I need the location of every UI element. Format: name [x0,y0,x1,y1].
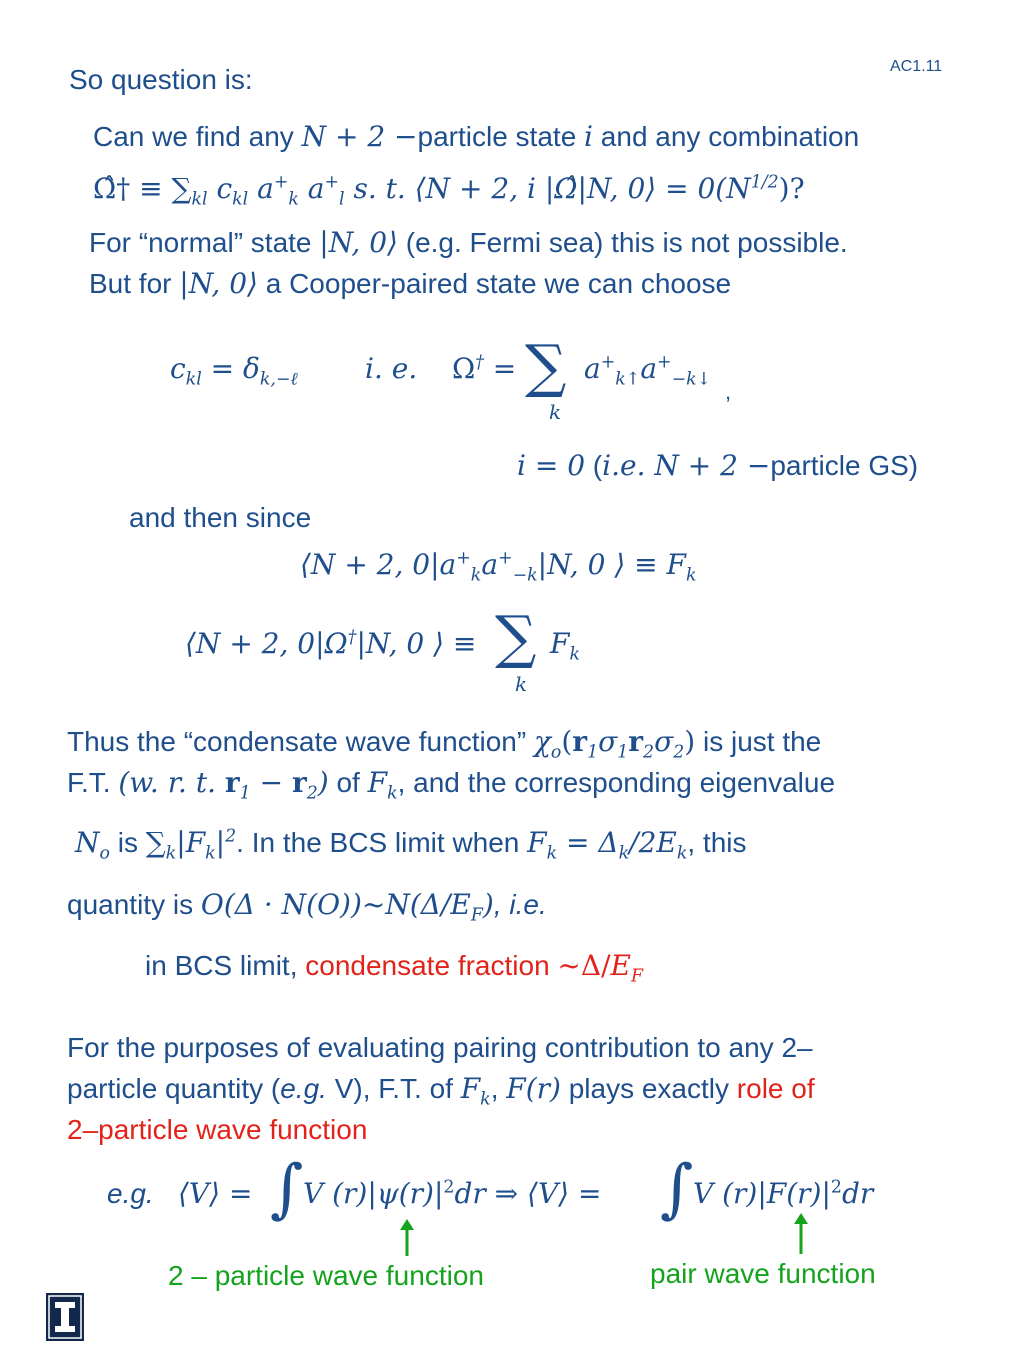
normal-state-line: For “normal” state |N, 0⟩ (e.g. Fermi sea) this is not possible. [89,226,848,259]
sum-index-2: k [515,672,528,696]
eq-omega-sum: ⟨N + 2, 0|Ω†|N, 0 ⟩ ≡ [185,627,477,660]
arrow-up-icon-left [397,1218,417,1258]
sum-index-1: k [549,400,562,424]
eg-label: e.g. [107,1178,154,1209]
integral-sign-2: ∫ [660,1152,694,1226]
slide-id: AC1.11 [890,58,943,75]
integral-f: V $(r)|F(r)|^2dr$ [693,1177,874,1210]
cooper-line: But for |N, 0⟩ a Cooper-paired state we can choose [89,267,732,300]
eq-omega: Ω† = [452,352,517,385]
arrow-up-icon-right [791,1212,811,1256]
eq-ie: i. e. [365,352,418,385]
thus-line-1: Thus the “condensate wave function” $\chi_o(r_1\sigma_1r_2\sigma_2)$ is just the [67,725,822,763]
ground-state-line: i = 0 (i.e. N + 2 −particle GS) [517,449,919,482]
eq-operators: $a^+_{k↑}a^+_{-k↓}$ [584,352,712,390]
purposes-line-1: For the purposes of evaluating pairing contribution to any 2– [67,1032,813,1063]
expect-v: ⟨V⟩ = [178,1177,253,1210]
eq-ckl: $c_{kl} = \delta_{k,-\ell}$ [170,352,298,390]
integral-sign-1: ∫ [270,1152,304,1226]
integral-psi: V $(r)|\psi(r)|^2dr$ ⇒ ⟨V⟩ = [303,1177,602,1210]
bcs-limit-line: in BCS limit, condensate fraction $\sim\Delta/E_F$ [145,949,644,987]
thus-line-2: F.T. (w. r. t. $r_1 - r_2$) of $F_k$, and the corresponding eigenvalue [67,766,836,804]
heading: So question is: [69,64,253,95]
eq-sum-fk: $F_k$ [550,627,580,665]
purposes-line-3: 2–particle wave function [67,1114,368,1145]
sum-sign-2: ∑ [495,603,537,671]
and-then-since: and then since [129,502,312,533]
question-line-1: Can we find any N + 2 −particle state i and any combination [93,120,860,153]
university-logo-icon [46,1293,84,1341]
label-pair-wf: pair wave function [650,1258,876,1289]
eq-fk-definition: ⟨N + 2, $0|a^+_ka^+_{-k}|N$, 0 ⟩ ≡ $F_k$ [300,548,697,586]
question-formula: Ω̂† ≡ $\sum_{kl}$ $c_{kl}$ $a^+_k$ $a^+_l$ s. t. ⟨N + 2, i |Ω̂|N, 0⟩ = $0(N^{1/2})$? [93,172,805,210]
thus-line-3: $N_o$ is $\sum_k|F_k|^2$. In the BCS limit when $F_k = \Delta_k/2E_k$, this [75,826,747,864]
thus-line-4: quantity is $O(\Delta \cdot N(O))\sim N(\Delta/E_F)$, i.e. [67,888,547,926]
eq-comma: , [725,379,732,404]
sum-sign-1: ∑ [525,332,567,400]
label-two-particle-wf: 2 – particle wave function [168,1260,484,1291]
purposes-line-2: particle quantity (e.g. V), F.T. of $F_k$, F(r) plays exactly role of [67,1072,815,1110]
